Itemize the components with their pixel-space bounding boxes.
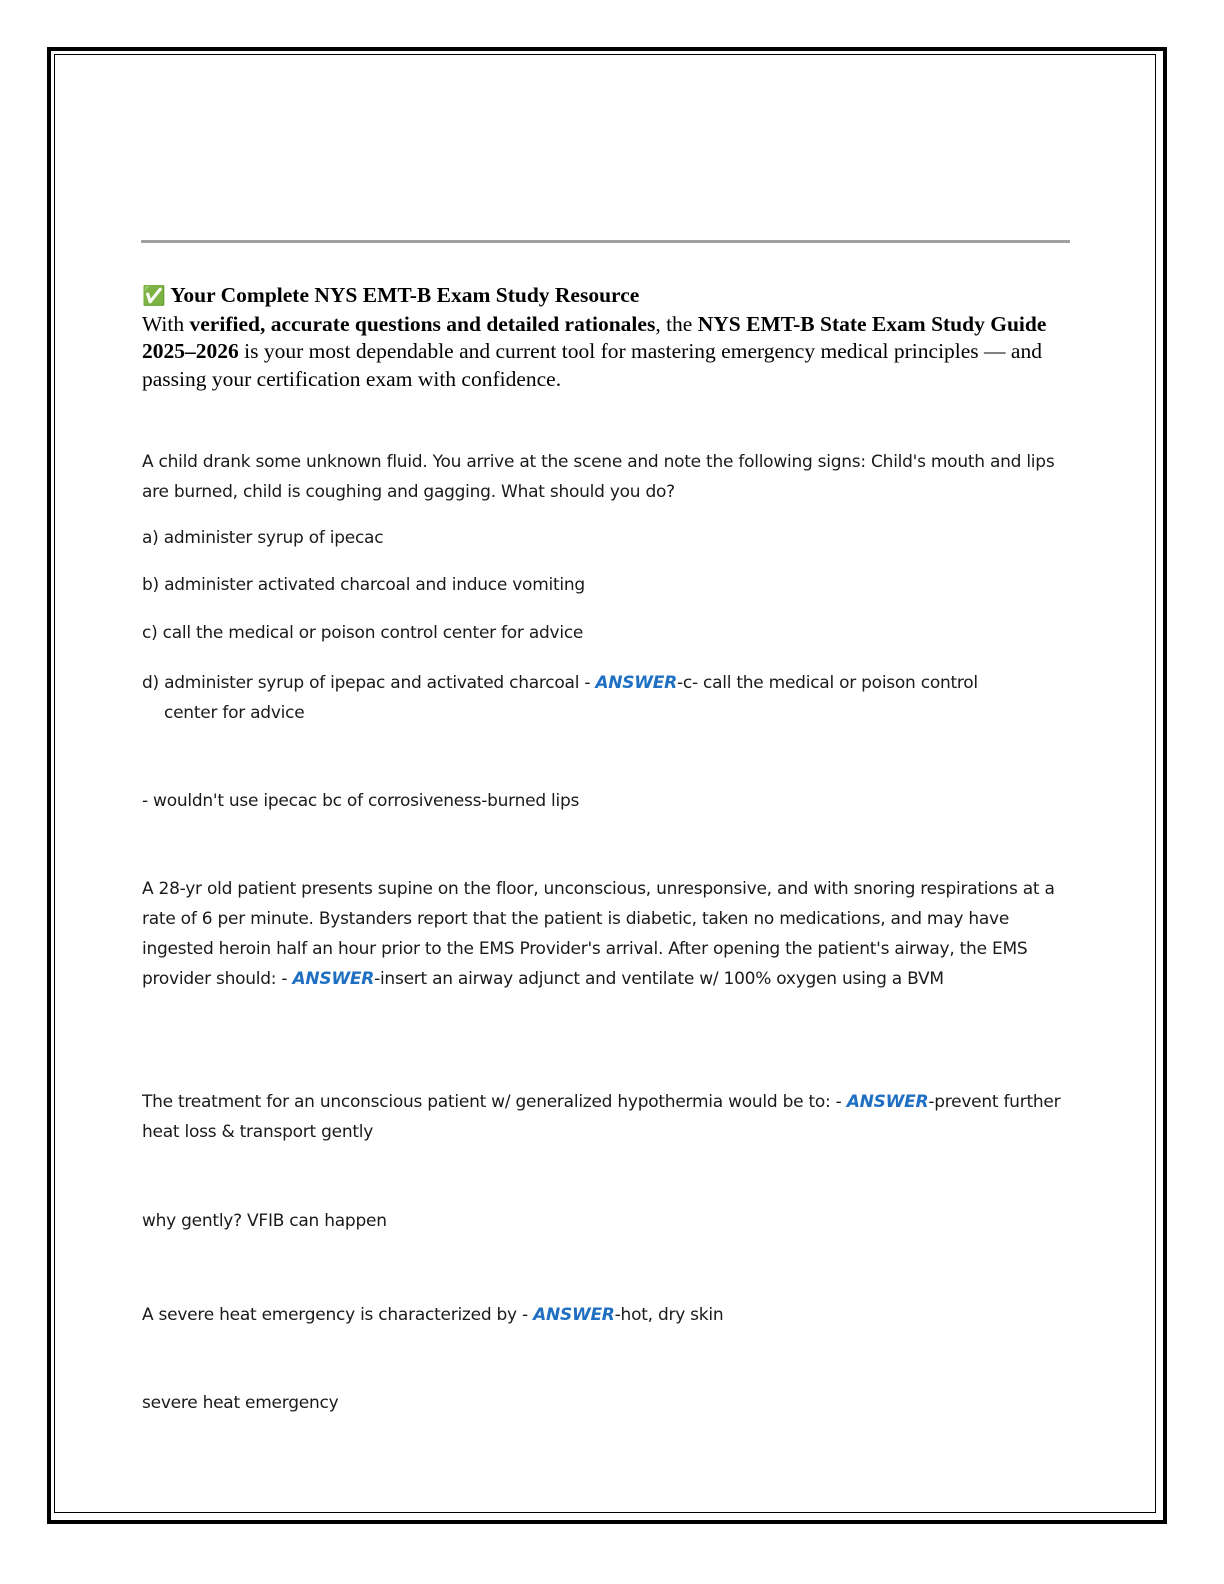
q4-question: A severe heat emergency is characterized by -	[142, 1305, 534, 1325]
intro-text-with: With	[142, 311, 190, 336]
q3-question: The treatment for an unconscious patient w/ generalized hypothermia would be to: -	[142, 1092, 847, 1112]
q1-answer-text: -c- call the medical or poison control	[676, 673, 978, 693]
intro-bold-guide: NYS EMT-B State Exam Study Guide 2025–2026	[142, 311, 1047, 363]
q1-answer-label: ANSWER	[595, 673, 677, 693]
intro-bold-verified: verified, accurate questions and detailed rationales	[189, 311, 656, 336]
q3-answer-label: ANSWER	[846, 1092, 929, 1112]
q2-answer-text: -insert an airway adjunct and ventilate w/ 100% oxygen using a BVM	[374, 969, 944, 989]
q1-option-d-text: d) administer syrup of ipepac and activated charcoal -	[142, 673, 596, 693]
q1-answer-text-cont: center for advice	[164, 703, 305, 723]
q1-option-b: b) administer activated charcoal and induce vomiting	[142, 575, 585, 595]
q4-answer-label: ANSWER	[533, 1305, 615, 1325]
intro-text-the: , the	[655, 311, 698, 336]
q4-answer-text: -hot, dry skin	[614, 1305, 724, 1325]
q1-option-c: c) call the medical or poison control center for advice	[142, 623, 584, 643]
q2-question: A 28-yr old patient presents supine on the floor, unconscious, unresponsive, and with snoring respirations at a rate of 6 per minute. Bystanders report that the patient is diabetic, taken no medications, and may have ingested heroin half an hour prior to the EMS Provider's arrival. After opening the patient's airway, the EMS provider should: -	[142, 879, 1055, 989]
intro-block	[142, 282, 1062, 393]
intro-title	[142, 282, 1062, 311]
q4-block	[142, 1300, 1072, 1330]
q1-note: - wouldn't use ipecac bc of corrosiveness-burned lips	[142, 791, 580, 811]
intro-text-rest: is your most dependable and current tool for mastering emergency medical principles — and passing your certification exam with confidence.	[142, 339, 1042, 391]
q4-note: severe heat emergency	[142, 1393, 339, 1413]
q1-option-a: a) administer syrup of ipecac	[142, 528, 384, 548]
q3-answer-text: -prevent further heat loss & transport gently	[142, 1092, 1061, 1142]
q2-block	[142, 874, 1072, 994]
intro-title-text: Your Complete NYS EMT-B Exam Study Resource	[170, 283, 640, 307]
page-border-inner	[54, 54, 1156, 1513]
q1-option-d	[142, 668, 1072, 728]
intro-paragraph	[142, 311, 1062, 394]
check-icon: ✅	[142, 285, 166, 307]
q2-answer-label: ANSWER	[292, 969, 375, 989]
horizontal-rule	[141, 240, 1070, 243]
q3-note: why gently? VFIB can happen	[142, 1211, 387, 1231]
q1-question: A child drank some unknown fluid. You arrive at the scene and note the following signs: Child's mouth and lips are burned, child is coughing and gagging. What should you do?	[142, 452, 1055, 502]
q3-block	[142, 1087, 1072, 1147]
